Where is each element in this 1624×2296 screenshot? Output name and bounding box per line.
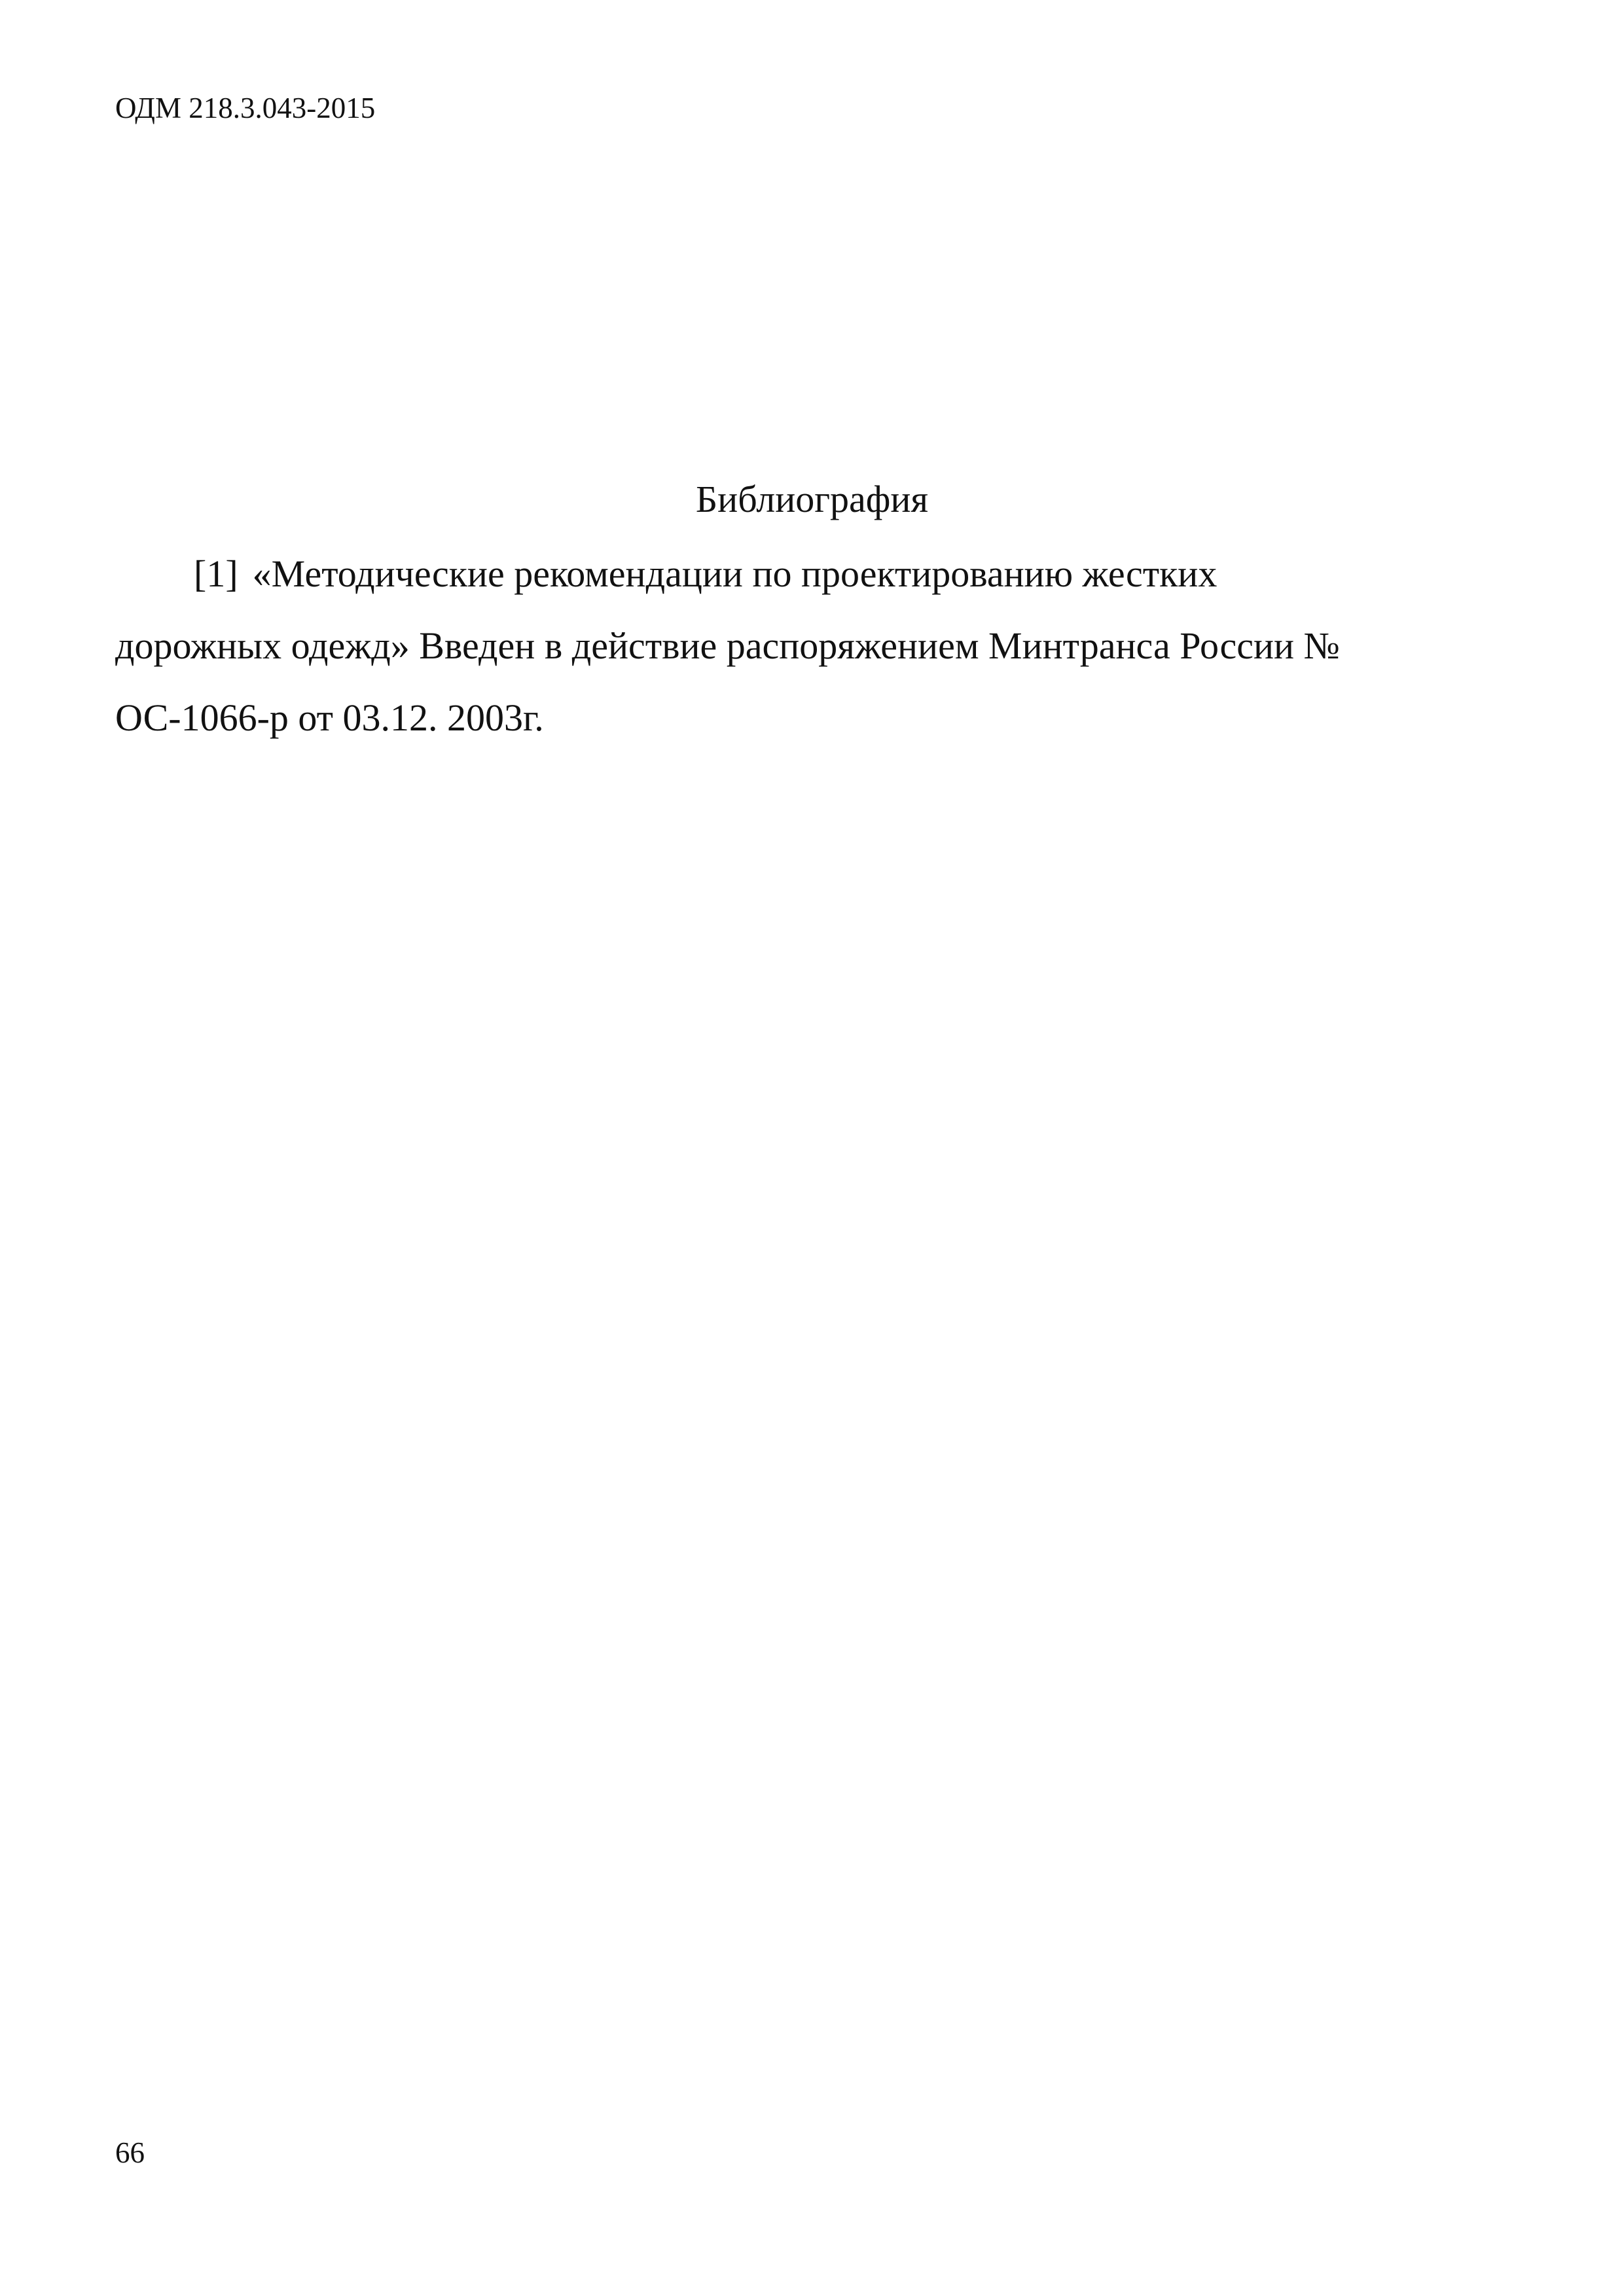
- bibliography-entry-line: ОС-1066-р от 03.12. 2003г.: [115, 696, 544, 739]
- bibliography-entry-line: дорожных одежд» Введен в действие распоряжением Минтранса России №: [115, 624, 1340, 667]
- bibliography-entry-number: [1]: [194, 552, 238, 595]
- document-code-header: ОДМ 218.3.043-2015: [115, 92, 376, 124]
- bibliography-list: [115, 538, 1392, 754]
- bibliography-entry: [115, 538, 1392, 754]
- bibliography-entry-text: «Методические рекомендации по проектированию жестких: [252, 552, 1218, 595]
- bibliography-entry-line: [115, 538, 1392, 610]
- page-number: 66: [115, 2136, 145, 2169]
- section-title: Библиография: [695, 478, 929, 520]
